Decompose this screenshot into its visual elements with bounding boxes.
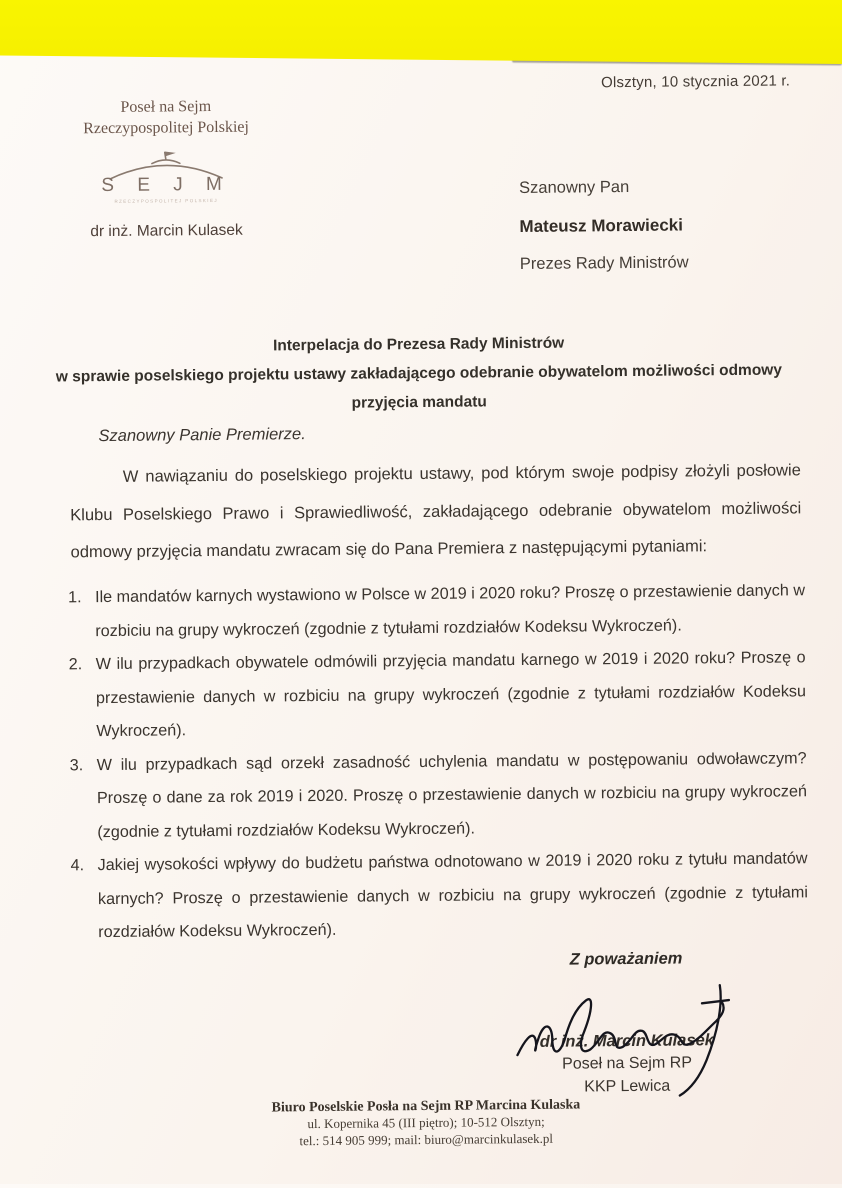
question-item — [69, 641, 807, 749]
question-item — [70, 842, 808, 950]
question-text: W ilu przypadkach obywatele odmówili przyjęcia mandatu karnego w 2019 i 2020 roku? Proszę o przestawienie danych w rozbiciu na grupy wykroczeń (zgodnie z tytułami rozdziałów Kodeksu Wykroczeń). — [95, 648, 807, 741]
question-item — [68, 574, 806, 648]
sender-header-line1: Poseł na Sejm — [120, 97, 212, 116]
question-text: Ile mandatów karnych wystawiono w Polsce w 2019 i 2020 roku? Proszę o przestawienie danych w rozbiciu na grupy wykroczeń (zgodnie z tytułami rozdziałów Kodeksu Wykroczeń). — [94, 581, 806, 640]
svg-text:S E J M: S E J M — [101, 173, 231, 197]
recipient-title: Prezes Rady Ministrów — [519, 253, 689, 274]
footer-contact: tel.: 514 905 999; mail: biuro@marcinkulasek.pl — [299, 1130, 554, 1148]
subject-line2: w sprawie poselskiego projektu ustawy zakładającego odebranie obywatelom możliwości odmowy — [55, 361, 783, 386]
question-item — [69, 742, 807, 850]
question-text: W ilu przypadkach sąd orzekł zasadność uchylenia mandatu w postępowaniu odwoławczym? Proszę o dane za rok 2019 i 2020. Proszę o przestawienie danych w rozbiciu na grupy wykroczeń (zgodnie z tytułami rozdziałów Kodeksu Wykroczeń). — [96, 748, 808, 841]
signature-scribble-icon — [509, 975, 740, 1103]
subject-heading — [34, 326, 805, 420]
question-list — [68, 574, 809, 950]
signer-club: KKP Lewica — [584, 1077, 671, 1095]
signer-name: dr inż. Marcin Kulasek — [539, 1031, 715, 1051]
question-number: 2. — [68, 655, 83, 674]
question-number: 4. — [70, 856, 85, 875]
office-footer — [5, 1094, 842, 1152]
question-number: 1. — [67, 588, 82, 607]
sender-name: dr inż. Marcin Kulasek — [90, 221, 243, 241]
question-number: 3. — [69, 755, 84, 774]
date-line: Olsztyn, 10 stycznia 2021 r. — [601, 72, 791, 92]
greeting: Szanowny Panie Premierze. — [98, 425, 306, 446]
recipient-salutation: Szanowny Pan — [519, 177, 630, 198]
valediction: Z poważaniem — [569, 949, 683, 969]
svg-text:RZECZYPOSPOLITEJ POLSKIEJ: RZECZYPOSPOLITEJ POLSKIEJ — [114, 197, 219, 204]
footer-address: ul. Kopernika 45 (III piętro); 10-512 Olsztyn; — [307, 1113, 545, 1132]
recipient-block — [519, 177, 689, 293]
subject-line1: Interpelacja do Prezesa Rady Ministrów — [272, 334, 565, 355]
sejm-dome-icon — [96, 146, 237, 211]
recipient-name: Mateusz Morawiecki — [519, 215, 684, 237]
intro-paragraph: W nawiązaniu do poselskiego projektu ustawy, pod którym swoje podpisy złożyli posłowie Klubu Poselskiego Prawo i Sprawiedliwość, zakładającego odebranie obywatelom możliwości odmowy przyjęcia mandatu zwracam się do Pana Premiera z następującymi pytaniami: — [70, 461, 802, 562]
yellow-scan-band — [0, 0, 842, 66]
subject-line3: przyjęcia mandatu — [351, 393, 487, 412]
question-text: Jakiej wysokości wpływy do budżetu państwa odnotowano w 2019 i 2020 roku z tytułu mandatów karnych? Proszę o przestawienie danych w rozbiciu na grupy wykroczeń (zgodnie z tytułami rozdziałów Kodeksu Wykroczeń). — [97, 849, 808, 942]
footer-office-name: Biuro Poselskie Posła na Sejm RP Marcina Kulaska — [271, 1097, 581, 1116]
signer-title: Poseł na Sejm RP — [562, 1054, 693, 1073]
sender-header — [53, 95, 278, 139]
sender-header-line2: Rzeczypospolitej Polskiej — [83, 118, 249, 138]
